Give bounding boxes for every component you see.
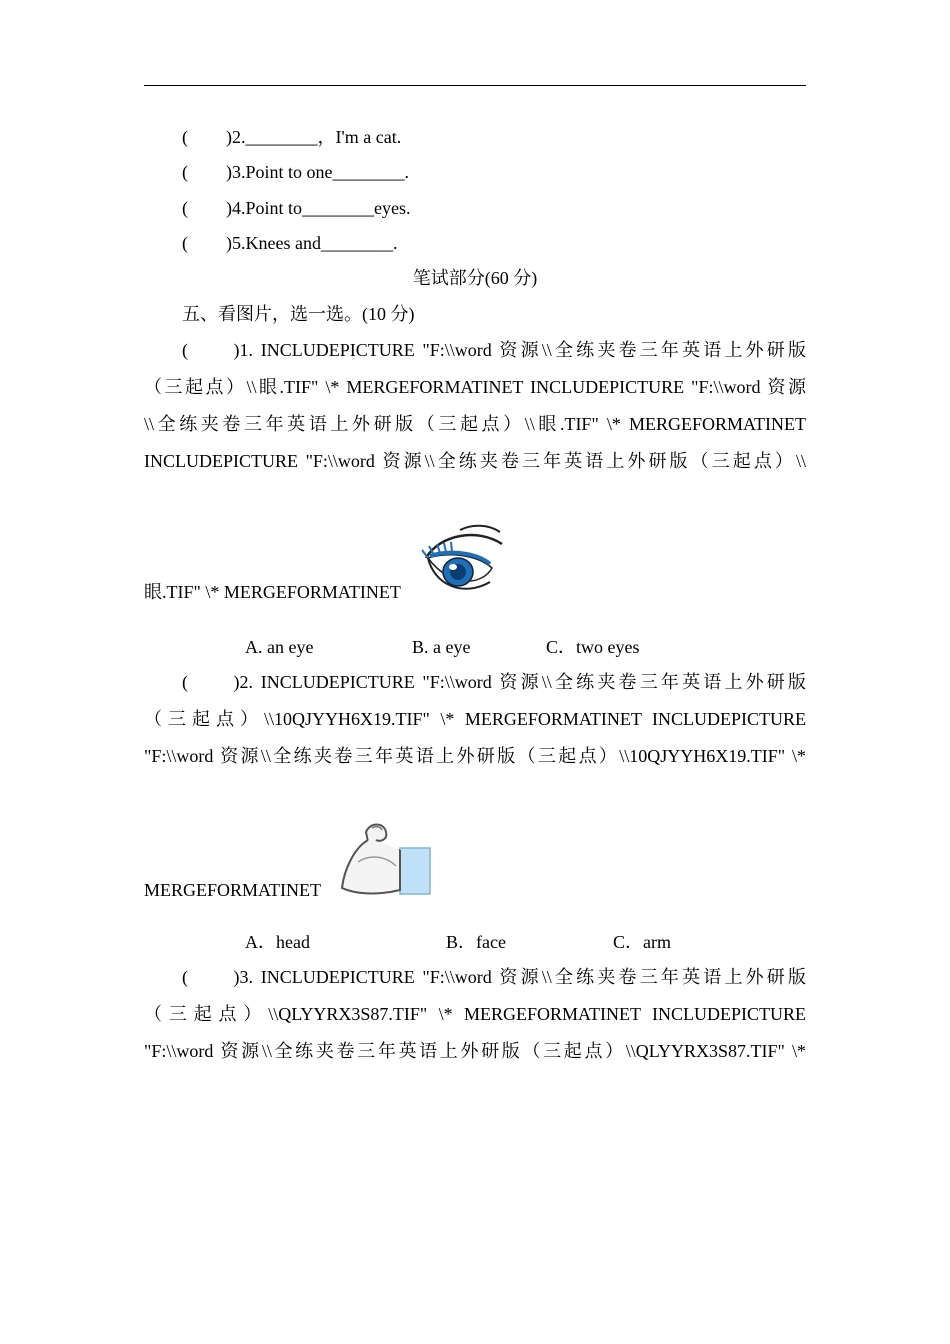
item-text: )2.________，I'm a cat.: [226, 127, 402, 147]
q1-option-b: B. a eye: [412, 637, 471, 657]
q2-line: ( )2. INCLUDEPICTURE "F:\\word 资源\\全练夹卷三年英语上外研版: [182, 672, 806, 692]
q2-option-c: C．arm: [613, 932, 671, 952]
q2-line: MERGEFORMATINET: [144, 880, 322, 900]
q1-option-c: C．two eyes: [546, 637, 640, 657]
answer-paren: (: [182, 233, 188, 253]
listening-item-2: [182, 126, 401, 148]
header-rule: [144, 85, 806, 86]
q2-option-b: B．face: [446, 932, 506, 952]
q2-line: （三起点）\\10QJYYH6X19.TIF" \* MERGEFORMATINET INCLUDEPICTURE: [144, 709, 806, 729]
listening-item-5: [182, 232, 397, 254]
q3-line: "F:\\word 资源\\全练夹卷三年英语上外研版（三起点）\\QLYYRX3S87.TIF" \*: [144, 1041, 806, 1061]
q2-line: "F:\\word 资源\\全练夹卷三年英语上外研版（三起点）\\10QJYYH6X19.TIF" \*: [144, 746, 806, 766]
item-text: )4.Point to________eyes.: [226, 198, 411, 218]
item-text: )3.Point to one________.: [226, 162, 409, 182]
q1-line: ( )1. INCLUDEPICTURE "F:\\word 资源\\全练夹卷三年英语上外研版: [182, 340, 806, 360]
part5-title: 五、看图片，选一选。(10 分): [182, 304, 415, 324]
q3-line: （三起点）\\QLYYRX3S87.TIF" \* MERGEFORMATINET INCLUDEPICTURE: [144, 1004, 806, 1024]
q1-line: INCLUDEPICTURE "F:\\word 资源\\全练夹卷三年英语上外研版（三起点）\\: [144, 451, 806, 471]
answer-paren: (: [182, 162, 188, 182]
answer-paren: (: [182, 127, 188, 147]
q1-line: \\全练夹卷三年英语上外研版（三起点）\\眼.TIF" \* MERGEFORMATINET: [144, 414, 806, 434]
q3-line: ( )3. INCLUDEPICTURE "F:\\word 资源\\全练夹卷三年英语上外研版: [182, 967, 806, 987]
q1-line: （三起点）\\眼.TIF" \* MERGEFORMATINET INCLUDEPICTURE "F:\\word 资源: [144, 377, 806, 397]
q1-option-a: A. an eye: [245, 637, 314, 657]
item-text: )5.Knees and________.: [226, 233, 398, 253]
listening-item-3: [182, 161, 409, 183]
answer-paren: (: [182, 198, 188, 218]
arm-icon: [336, 818, 432, 898]
listening-item-4: [182, 197, 411, 219]
section-title: 笔试部分(60 分): [412, 268, 538, 288]
eye-icon: [420, 522, 506, 600]
q1-line: 眼.TIF" \* MERGEFORMATINET: [144, 582, 401, 602]
q2-option-a: A．head: [245, 932, 310, 952]
